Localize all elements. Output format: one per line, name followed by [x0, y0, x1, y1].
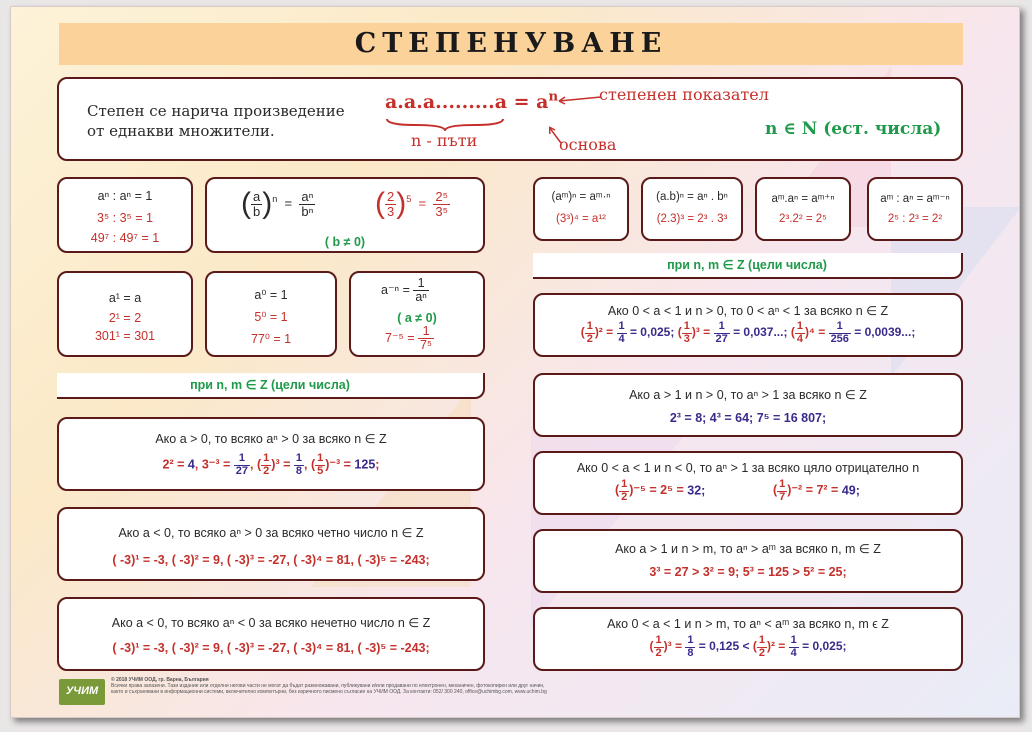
rule-box-less-than-one-positive: Ако 0 < a < 1 и n > 0, то 0 < aⁿ < 1 за всяко n ∈ Z ( $\frac{1}{2}$ )² = $\frac{1}{4}$ = 0,025; ( $\frac{1}{3}$ )³ = $\frac{1}{27}$ = 0,037...; ( $\frac{1}{4}$ )⁴ = $\frac{1}{256}$ = 0,0039...;: [533, 293, 963, 357]
condition-b: ( b ≠ 0): [324, 235, 366, 249]
integer-condition-bar-right: при n, m ∈ Z (цели числа): [533, 253, 963, 279]
rule-box-product-power: (a.b)ⁿ = aⁿ . bⁿ (2.3)³ = 2³ . 3³: [641, 177, 743, 241]
rule-box-fraction-power: ( $\frac{a}{b}$ )$^n$ = $\frac{\text{aⁿ}}{\text{bⁿ}}$ ( $\frac{2}{3}$ )$^5$ = $\frac{\text{2⁵}}{\text{3⁵}}$ ( b ≠ 0): [205, 177, 485, 253]
rule-box-less-than-one-monotonic: Ако 0 < a < 1 и n > m, то aⁿ < aᵐ за всяко n, m ϵ Z ( $\frac{1}{2}$ )³ = $\frac{1}{8}$ = 0,125 < ( $\frac{1}{2}$ )² = $\frac{1}{4}$ = 0,025;: [533, 607, 963, 671]
exponent-label: степенен показател: [599, 85, 769, 104]
rule-box-power-one: a¹ = a 2¹ = 2 301¹ = 301: [57, 271, 193, 357]
rule-box-greater-than-one-positive: Ако a > 1 и n > 0, то aⁿ > 1 за всяко n ∈ Z 2³ = 8; 4³ = 64; 7⁵ = 16 807;: [533, 373, 963, 437]
copyright-text: © 2018 УЧИМ ООД, гр. Варна, България Всички права запазени. Тази издание или отделни негови части не могат да бъдат размножавани, публикувани и/или продавани по електронен, механичен, фотокопирен или друг начин, както и съхранявани в информационни системи, включително компютърни, без изричното писмено съгласие на УЧИМ ООД. За контакти: 052/ 300 240, office@uchimbg.com, www.uchim.bg: [111, 677, 547, 695]
base-label: основа: [559, 135, 617, 154]
rule-box-multiply: aᵐ.aⁿ = aᵐ⁺ⁿ 2³.2² = 2⁵: [755, 177, 851, 241]
footer: [59, 673, 759, 709]
rule-box-divide: aᵐ : aⁿ = aᵐ⁻ⁿ 2⁵ : 2³ = 2²: [867, 177, 963, 241]
n-in-naturals: n ∈ N (ест. числа): [765, 119, 942, 139]
rule-box-power-zero: a⁰ = 1 5⁰ = 1 77⁰ = 1: [205, 271, 337, 357]
poster: [10, 6, 1020, 718]
rule-box-power-of-power: (aᵐ)ⁿ = aᵐ·ⁿ (3³)⁴ = a¹²: [533, 177, 629, 241]
rule-box-negative-power: a⁻ⁿ = $\frac{1}{\text{aⁿ}}$ ( a ≠ 0) 7⁻⁵ = $\frac{1}{\text{7⁵}}$: [349, 271, 485, 357]
power-formula: $a.a.a.........a = a^n$: [385, 89, 559, 113]
definition-text: Степен се нарича произведение от еднакви множители.: [87, 102, 345, 140]
rule-box-less-than-one-negative: Ако 0 < a < 1 и n < 0, то aⁿ > 1 за всяко цяло отрицателно n ( $\frac{1}{2}$ )⁻⁵ = 2⁵ = 32; ( $\frac{1}{7}$ )⁻² = 7² = 49;: [533, 451, 963, 515]
rule-box-negative-odd: Ако a < 0, то всяко aⁿ < 0 за всяко нечетно число n ∈ Z ( -3)¹ = -3, ( -3)² = 9, ( -3)³ = -27, ( -3)⁴ = 81, ( -3)⁵ = -243;: [57, 597, 485, 671]
publisher-logo: УЧИМ: [59, 679, 105, 705]
integer-condition-bar-left: при n, m ∈ Z (цели числа): [57, 373, 485, 399]
rule-box-div-same: aⁿ : aⁿ = 1 3⁵ : 3⁵ = 1 49⁷ : 49⁷ = 1: [57, 177, 193, 253]
page-title: СТЕПЕНУВАНЕ: [59, 23, 963, 65]
n-times-label: n - пъти: [411, 131, 478, 150]
definition-box: [57, 77, 963, 161]
rule-box-positive-base: Ако a > 0, то всяко aⁿ > 0 за всяко n ∈ Z 2² = 4, 3⁻³ = $\frac{1}{27}$ , ( $\frac{1}{2}$ )³ = $\frac{1}{8}$ , ( $\frac{1}{5}$ )⁻³ = 125;: [57, 417, 485, 491]
condition-a: ( a ≠ 0): [397, 311, 437, 325]
rule-box-negative-even: Ако a < 0, то всяко aⁿ > 0 за всяко четно число n ∈ Z ( -3)¹ = -3, ( -3)² = 9, ( -3)³ = -27, ( -3)⁴ = 81, ( -3)⁵ = -243;: [57, 507, 485, 581]
rule-box-greater-than-one-monotonic: Ако a > 1 и n > m, то aⁿ > aᵐ за всяко n, m ∈ Z 3³ = 27 > 3² = 9; 5³ = 125 > 5² = 25;: [533, 529, 963, 593]
brace-icon: [385, 117, 505, 131]
